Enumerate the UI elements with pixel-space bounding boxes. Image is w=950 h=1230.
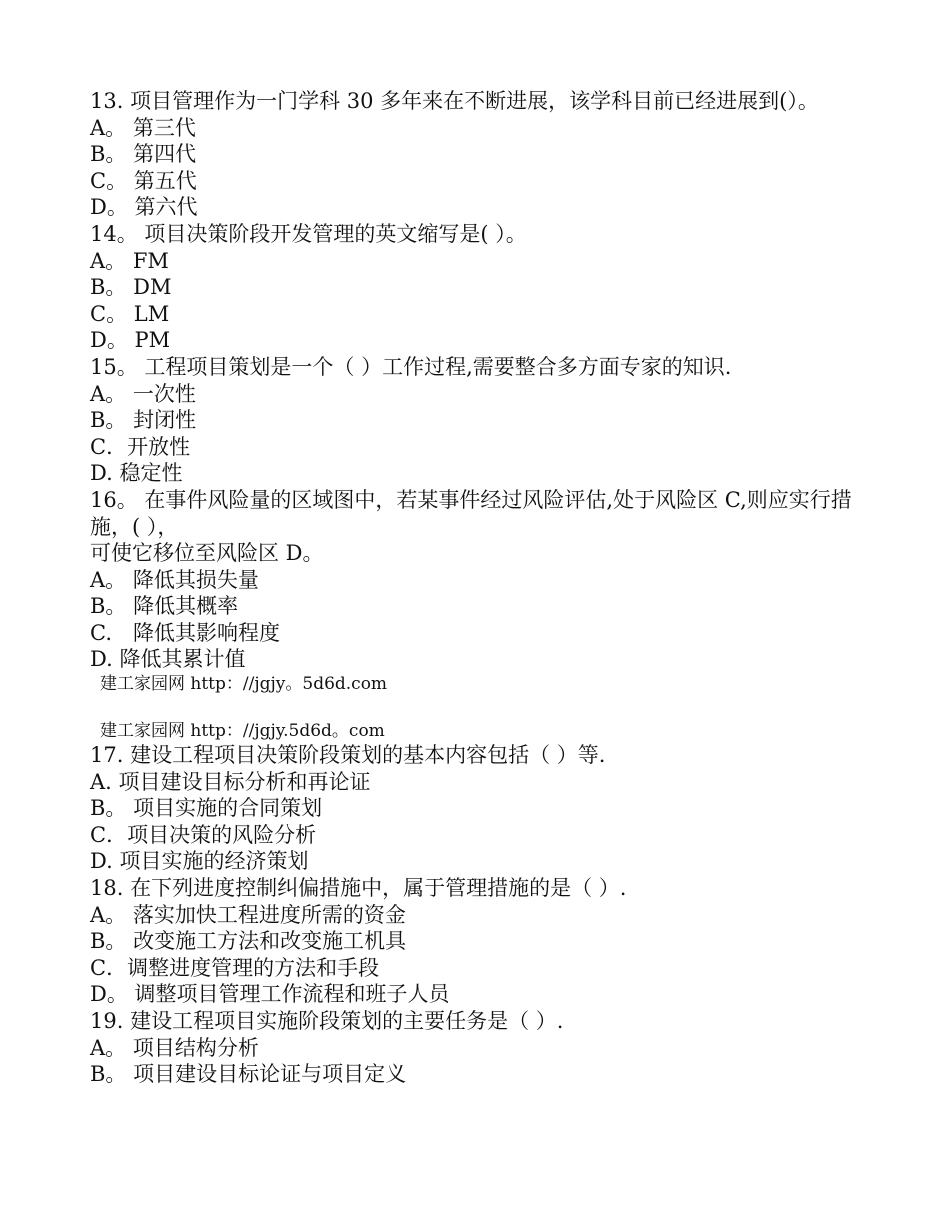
option-18-d: D。 调整项目管理工作流程和班子人员 [90,982,450,1007]
site-watermark-2: 建工家园网 http：//jgjy.5d6d。com [100,721,385,742]
option-17-b: B。 项目实施的合同策划 [90,796,323,821]
option-16-c: C. 降低其影响程度 [90,620,280,645]
question-13: 13. 项目管理作为一门学科 30 多年来在不断进展，该学科目前已经进展到(）。 [90,89,819,113]
option-16-b: B。 降低其概率 [90,594,239,619]
question-19: 19. 建设工程项目实施阶段策划的主要任务是（ ）. [90,1009,564,1033]
option-15-a: A。 一次性 [90,381,196,406]
option-17-a: A. 项目建设目标分析和再论证 [90,769,371,794]
option-18-a: A。 落实加快工程进度所需的资金 [90,902,406,927]
question-16-continued: 可使它移位至风险区 D。 [90,541,324,566]
option-17-c: C．项目决策的风险分析 [90,822,317,847]
question-18: 18. 在下列进度控制纠偏措施中，属于管理措施的是（ ）. [90,876,627,901]
option-14-a: A。 FM [90,248,169,273]
option-13-d: D。 第六代 [90,195,198,220]
question-16: 16。 在事件风险量的区域图中，若某事件经过风险评估,处于风险区 C,则应实行措施，( ）， [90,487,852,539]
option-18-c: C．调整进度管理的方法和手段 [90,955,380,980]
option-17-d: D. 项目实施的经济策划 [90,849,309,874]
option-14-b: B。 DM [90,275,172,300]
option-15-b: B。 封闭性 [90,408,197,433]
option-13-b: B。 第四代 [90,142,197,167]
option-15-c: C．开放性 [90,434,191,459]
option-19-b: B。 项目建设目标论证与项目定义 [90,1062,407,1087]
option-14-c: C。 LM [90,301,170,326]
document-page [90,88,860,1088]
option-18-b: B。 改变施工方法和改变施工机具 [90,929,407,954]
question-14: 14。 项目决策阶段开发管理的英文缩写是( ）。 [90,221,527,246]
option-15-d: D. 稳定性 [90,461,183,486]
option-16-a: A。 降低其损失量 [90,567,259,592]
site-watermark-1: 建工家园网 http：//jgjy。5d6d.com [100,674,388,695]
option-16-d: D. 降低其累计值 [90,647,246,672]
option-19-a: A。 项目结构分析 [90,1035,259,1060]
question-17: 17. 建设工程项目决策阶段策划的基本内容包括（ ）等. [90,743,606,768]
option-13-c: C。 第五代 [90,168,197,193]
spacer [90,695,860,720]
question-15: 15。 工程项目策划是一个（ ）工作过程,需要整合多方面专家的知识. [90,354,732,379]
option-13-a: A。 第三代 [90,115,196,140]
option-14-d: D。 PM [90,328,171,353]
